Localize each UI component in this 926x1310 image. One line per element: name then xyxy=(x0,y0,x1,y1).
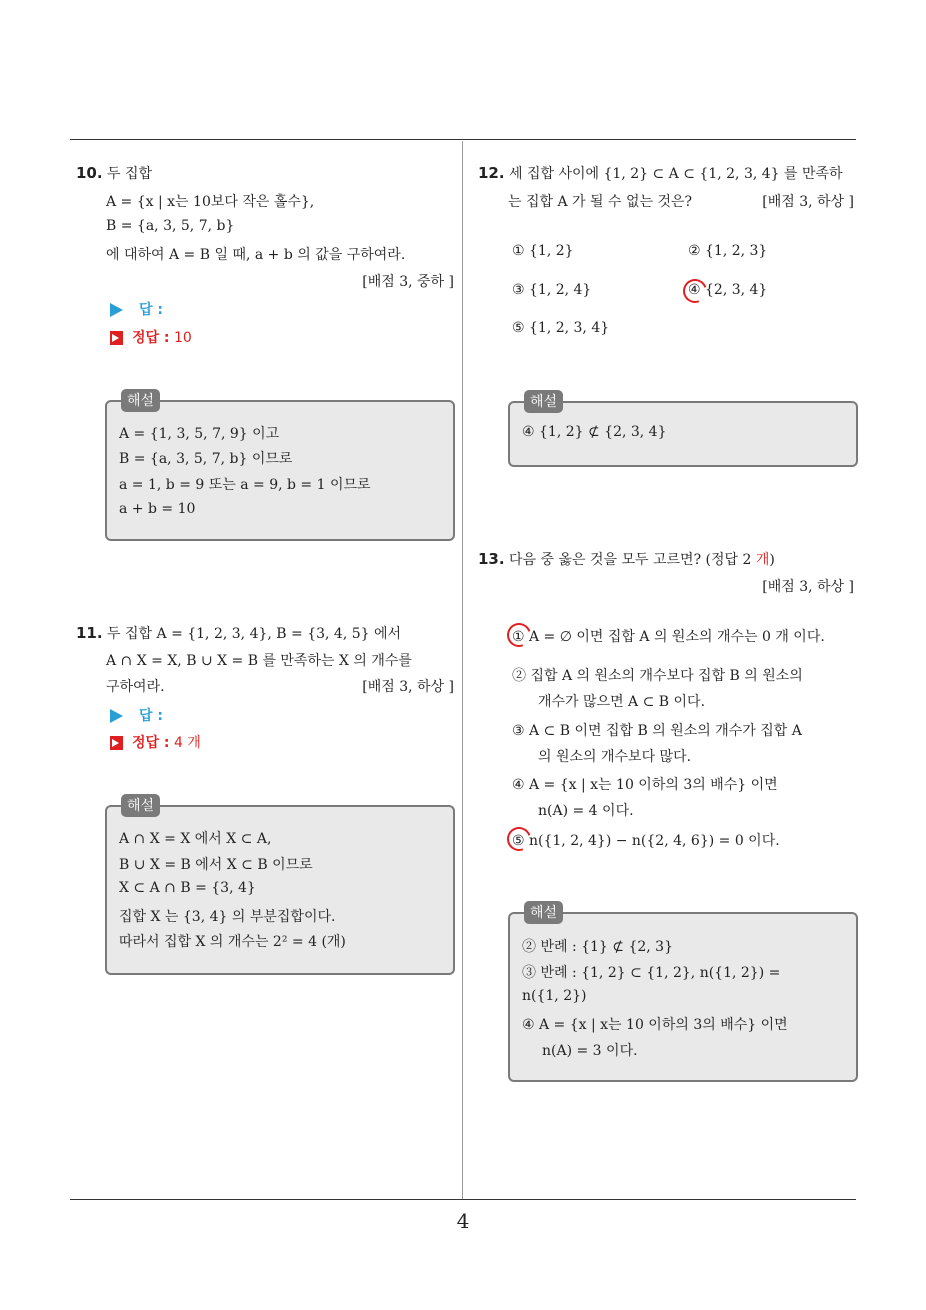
bottom-rule xyxy=(70,1199,856,1200)
choice-2: ② {1, 2, 3} xyxy=(688,243,768,259)
explanation-box xyxy=(105,798,455,975)
top-rule xyxy=(70,139,856,140)
choice-1: ① A = ∅ 이면 집합 A 의 원소의 개수는 0 개 이다. xyxy=(512,629,825,645)
play-icon xyxy=(110,709,123,723)
question-text: 에 대하여 A = B 일 때, a + b 의 값을 구하여라. xyxy=(106,247,406,263)
choice-4: ④ {2, 3, 4} xyxy=(688,282,768,298)
explanation-line: a + b = 10 xyxy=(119,501,196,517)
choice-5: ⑤ n({1, 2, 4}) − n({2, 4, 6}) = 0 이다. xyxy=(512,833,780,849)
answer-row xyxy=(110,299,163,319)
explanation-line: n({1, 2}) xyxy=(522,988,587,1004)
correct-value: 10 xyxy=(173,330,192,346)
explanation-box xyxy=(508,394,858,467)
explanation-tag: 해설 xyxy=(121,794,160,817)
question-unit: 개 xyxy=(755,552,770,568)
explanation-tag: 해설 xyxy=(121,389,160,412)
explanation-line: A ∩ X = X 에서 X ⊂ A, xyxy=(119,831,272,847)
correct-value: 4 xyxy=(173,735,183,751)
column-divider xyxy=(462,141,463,1199)
explanation-tag: 해설 xyxy=(524,390,563,413)
play-outline-icon xyxy=(110,331,123,345)
explanation-line: B = {a, 3, 5, 7, b} 이므로 xyxy=(119,451,293,467)
explanation-tag: 해설 xyxy=(524,901,563,924)
question-number: 12. xyxy=(478,164,505,182)
choice-1: ① {1, 2} xyxy=(512,243,574,259)
choice-2: ② 집합 A 의 원소의 개수보다 집합 B 의 원소의 xyxy=(512,668,803,684)
choice-4-cont: n(A) = 4 이다. xyxy=(538,803,634,819)
answer-row xyxy=(110,705,163,725)
choice-3-cont: 의 원소의 개수보다 많다. xyxy=(538,749,692,765)
score-meta: [배점 3, 하상 ] xyxy=(362,679,454,695)
explanation-line: 따라서 집합 X 의 개수는 2² = 4 (개) xyxy=(119,934,346,950)
explanation-line: A = {1, 3, 5, 7, 9} 이고 xyxy=(119,426,280,442)
question-number: 10. xyxy=(76,164,103,182)
selected-answer-circle-icon xyxy=(503,823,535,855)
question-text: B = {a, 3, 5, 7, b} xyxy=(106,218,235,234)
play-outline-icon xyxy=(110,736,123,750)
question-text: A ∩ X = X, B ∪ X = B 를 만족하는 X 의 개수를 xyxy=(106,653,412,669)
choice-2-cont: 개수가 많으면 A ⊂ B 이다. xyxy=(538,694,706,710)
play-icon xyxy=(110,303,123,317)
choice-3: ③ {1, 2, 4} xyxy=(512,282,592,298)
explanation-line: a = 1, b = 9 또는 a = 9, b = 1 이므로 xyxy=(119,477,371,493)
question-close: ) xyxy=(769,552,775,568)
explanation-box xyxy=(508,905,858,1082)
explanation-line: X ⊂ A ∩ B = {3, 4} xyxy=(119,880,256,896)
question-text: 두 집합 A = {1, 2, 3, 4}, B = {3, 4, 5} 에서 xyxy=(107,626,402,642)
answer-label: 답 : xyxy=(139,302,163,318)
answer-label: 답 : xyxy=(139,708,163,724)
question-text: 구하여라. xyxy=(106,679,165,695)
explanation-line: 집합 X 는 {3, 4} 의 부분집합이다. xyxy=(119,909,336,925)
question-text: 다음 중 옳은 것을 모두 고르면? (정답 2 xyxy=(509,552,752,568)
question-text: A = {x | x는 10보다 작은 홀수}, xyxy=(106,194,315,210)
correct-label: 정답 : xyxy=(132,735,170,751)
question-text: 두 집합 xyxy=(107,166,153,182)
correct-answer-row xyxy=(110,732,201,752)
question-number: 13. xyxy=(478,550,505,568)
selected-answer-circle-icon xyxy=(679,275,711,307)
explanation-line: ② 반례 : {1} ⊄ {2, 3} xyxy=(522,939,673,955)
score-meta: [배점 3, 중하 ] xyxy=(362,274,454,290)
choice-4: ④ A = {x | x는 10 이하의 3의 배수} 이면 xyxy=(512,777,778,793)
choice-3: ③ A ⊂ B 이면 집합 B 의 원소의 개수가 집합 A xyxy=(512,723,802,739)
score-meta: [배점 3, 하상 ] xyxy=(762,579,854,595)
explanation-line: B ∪ X = B 에서 X ⊂ B 이므로 xyxy=(119,857,313,873)
explanation-line: ④ A = {x | x는 10 이하의 3의 배수} 이면 xyxy=(522,1017,788,1033)
explanation-line: ④ {1, 2} ⊄ {2, 3, 4} xyxy=(522,424,667,440)
page-number: 4 xyxy=(456,1209,470,1233)
explanation-box xyxy=(105,393,455,541)
explanation-line: n(A) = 3 이다. xyxy=(542,1043,638,1059)
correct-label: 정답 : xyxy=(132,330,170,346)
selected-answer-circle-icon xyxy=(503,619,535,651)
correct-unit: 개 xyxy=(187,735,201,751)
question-text: 세 집합 사이에 {1, 2} ⊂ A ⊂ {1, 2, 3, 4} 를 만족하 xyxy=(509,166,843,182)
correct-answer-row xyxy=(110,327,192,347)
score-meta: [배점 3, 하상 ] xyxy=(762,194,854,210)
choice-5: ⑤ {1, 2, 3, 4} xyxy=(512,320,610,336)
question-text: 는 집합 A 가 될 수 없는 것은? xyxy=(508,194,693,210)
question-number: 11. xyxy=(76,624,103,642)
explanation-line: ③ 반례 : {1, 2} ⊂ {1, 2}, n({1, 2}) = xyxy=(522,965,781,981)
